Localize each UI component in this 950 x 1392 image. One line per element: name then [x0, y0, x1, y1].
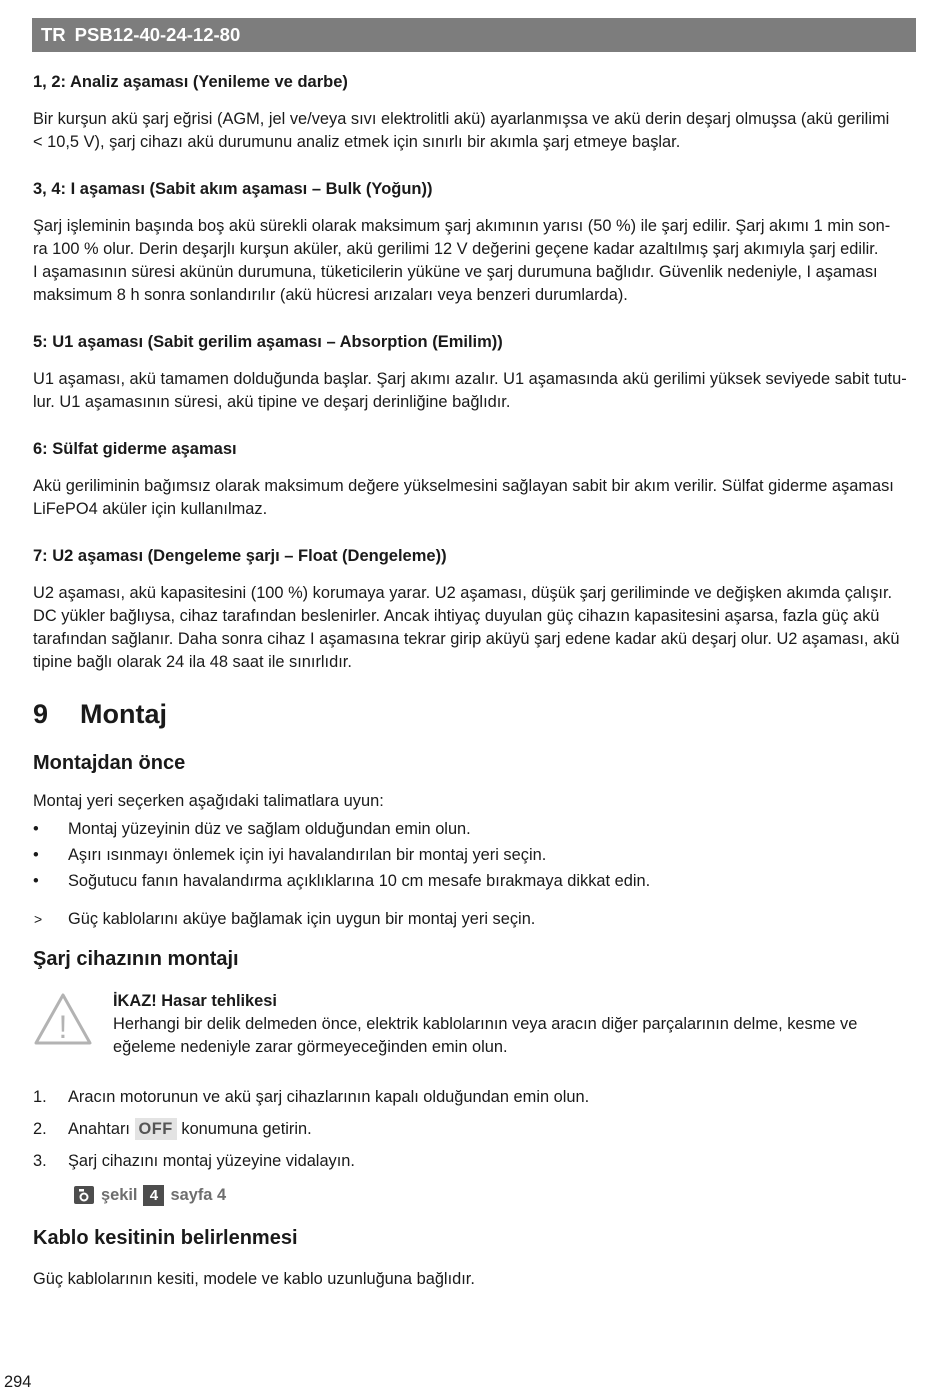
cable-section-heading: Kablo kesitinin belirlenmesi [33, 1227, 298, 1249]
warning-box [33, 990, 918, 1059]
text-line: Bir kurşun akü şarj eğrisi (AGM, jel ve/veya sıvı elektrolitli akü) ayarlanmışsa ve akü derin deşarj olmuşsa (akü gerilimi [33, 110, 890, 128]
text-line: I aşamasının süresi akünün durumuna, tüketicilerin yüküne ve şarj durumuna bağlıdır. Güvenlik nedeniyle, I aşaması [33, 263, 878, 281]
step-item [33, 1081, 918, 1113]
text-line: lur. U1 aşamasının süresi, akü tipine ve deşarj derinliğine bağlıdır. [33, 393, 511, 411]
figure-page: sayfa 4 [170, 1186, 227, 1204]
text-line: Şarj işleminin başında boş akü sürekli olarak maksimum şarj akımının yarısı (50 %) ile şarj edilir. Şarj akımı 1 min son- [33, 217, 891, 235]
phase-analysis [33, 71, 918, 154]
figure-number: 4 [143, 1185, 164, 1206]
step-text-after: konumuna getirin. [181, 1120, 312, 1138]
phase-heading: 6: Sülfat giderme aşaması [33, 440, 237, 458]
warning-triangle-icon [33, 992, 93, 1046]
phase-text [33, 368, 918, 414]
bullet-icon: • [33, 846, 39, 864]
list-item [33, 868, 918, 894]
phase-float [33, 545, 918, 674]
bullet-icon: • [33, 872, 39, 890]
camera-icon [73, 1185, 95, 1205]
mounting-requirements-list [33, 816, 918, 894]
text-line: eğeleme nedeniyle zarar görmeyeceğinden emin olun. [113, 1038, 508, 1056]
mounting-steps [33, 1081, 918, 1177]
phase-text [33, 582, 918, 674]
text-line: DC yükler bağlıysa, cihaz tarafından beslenirler. Ancak ihtiyaç duyulan güç cihazın kapasitesini aşarsa, fazla güç akü [33, 607, 880, 625]
page-header [32, 18, 916, 52]
section-title [33, 698, 918, 730]
result-text: Güç kablolarını aküye bağlamak için uygun bir montaj yeri seçin. [68, 910, 536, 928]
text-line: maksimum 8 h sonra sonlandırılır (akü hücresi arızaları veya benzeri durumlarda). [33, 286, 628, 304]
before-mounting-intro: Montaj yeri seçerken aşağıdaki talimatlara uyun: [33, 792, 384, 810]
warning-title: İKAZ! Hasar tehlikesi [113, 992, 277, 1010]
list-item [33, 816, 918, 842]
text-line: Akü geriliminin bağımsız olarak maksimum değere yükselmesini sağlayan sabit bir akım verilir. Sülfat giderme aşaması [33, 477, 894, 495]
text-line: ra 100 % olur. Derin deşarjlı kurşun aküler, akü gerilimi 12 V değerini geçene kadar azaltılmış şarj akımıyla şarj edilir. [33, 240, 879, 258]
before-mounting-heading: Montajdan önce [33, 752, 186, 774]
section-number: 9 [33, 699, 49, 729]
phase-heading: 5: U1 aşaması (Sabit gerilim aşaması – Absorption (Emilim)) [33, 333, 503, 351]
charger-mounting-heading: Şarj cihazının montajı [33, 948, 239, 970]
phase-text [33, 108, 918, 154]
text-line: Herhangi bir delik delmeden önce, elektrik kablolarının veya aracın diğer parçalarının delme, kesme ve [113, 1015, 858, 1033]
phase-heading: 7: U2 aşaması (Dengeleme şarjı – Float (Dengeleme)) [33, 547, 447, 565]
phase-text [33, 475, 918, 521]
step-number: 3. [33, 1152, 47, 1170]
text-line: LiFePO4 aküler için kullanılmaz. [33, 500, 268, 518]
list-item-text: Montaj yüzeyinin düz ve sağlam olduğundan emin olun. [68, 820, 471, 838]
section-name: Montaj [80, 699, 167, 729]
page-content [33, 71, 918, 1291]
phase-text [33, 215, 918, 307]
language-code: TR [41, 24, 66, 45]
step-number: 2. [33, 1120, 47, 1138]
phase-absorption [33, 331, 918, 414]
warning-text [113, 1013, 918, 1059]
result-arrow-icon: > [34, 911, 43, 927]
step-text: Aracın motorunun ve akü şarj cihazlarının kapalı olduğundan emin olun. [68, 1088, 590, 1106]
phase-bulk [33, 178, 918, 307]
list-item-text: Soğutucu fanın havalandırma açıklıklarına 10 cm mesafe bırakmaya dikkat edin. [68, 872, 651, 890]
cable-section-text: Güç kablolarının kesiti, modele ve kablo uzunluğuna bağlıdır. [33, 1270, 475, 1288]
figure-reference[interactable] [73, 1183, 918, 1207]
svg-text:!: ! [58, 1009, 68, 1045]
step-text: Şarj cihazını montaj yüzeyine vidalayın. [68, 1152, 355, 1170]
list-item-text: Aşırı ısınmayı önlemek için iyi havalandırılan bir montaj yeri seçin. [68, 846, 547, 864]
step-item [33, 1145, 918, 1177]
text-line: U2 aşaması, akü kapasitesini (100 %) korumaya yarar. U2 aşaması, düşük şarj geriliminde ve değişken akımda çalışır. [33, 584, 893, 602]
page-number: 294 [4, 1373, 32, 1391]
step-item [33, 1113, 918, 1145]
step-number: 1. [33, 1088, 47, 1106]
step-text-before: Anahtarı [68, 1120, 130, 1138]
phase-heading: 3, 4: I aşaması (Sabit akım aşaması – Bulk (Yoğun)) [33, 180, 433, 198]
list-item [33, 842, 918, 868]
model-name: PSB12-40-24-12-80 [74, 24, 241, 45]
text-line: tipine bağlı olarak 24 ila 48 saat ile sınırlıdır. [33, 653, 352, 671]
text-line: tarafından sağlanır. Daha sonra cihaz I aşamasına tekrar girip aküyü şarj edene kadar akü deşarj olur. U2 aşaması, akü [33, 630, 900, 648]
text-line: U1 aşaması, akü tamamen dolduğunda başlar. Şarj akımı azalır. U1 aşamasında akü gerilimi yüksek seviyede sabit tutu- [33, 370, 907, 388]
result-line [33, 906, 918, 932]
phase-desulfation [33, 438, 918, 521]
phase-heading: 1, 2: Analiz aşaması (Yenileme ve darbe) [33, 73, 348, 91]
text-line: < 10,5 V), şarj cihazı akü durumunu analiz etmek için sınırlı bir akımla şarj etmeye başlar. [33, 133, 681, 151]
figure-label: şekil [101, 1186, 138, 1204]
bullet-icon: • [33, 820, 39, 838]
switch-position-key: OFF [135, 1118, 177, 1140]
